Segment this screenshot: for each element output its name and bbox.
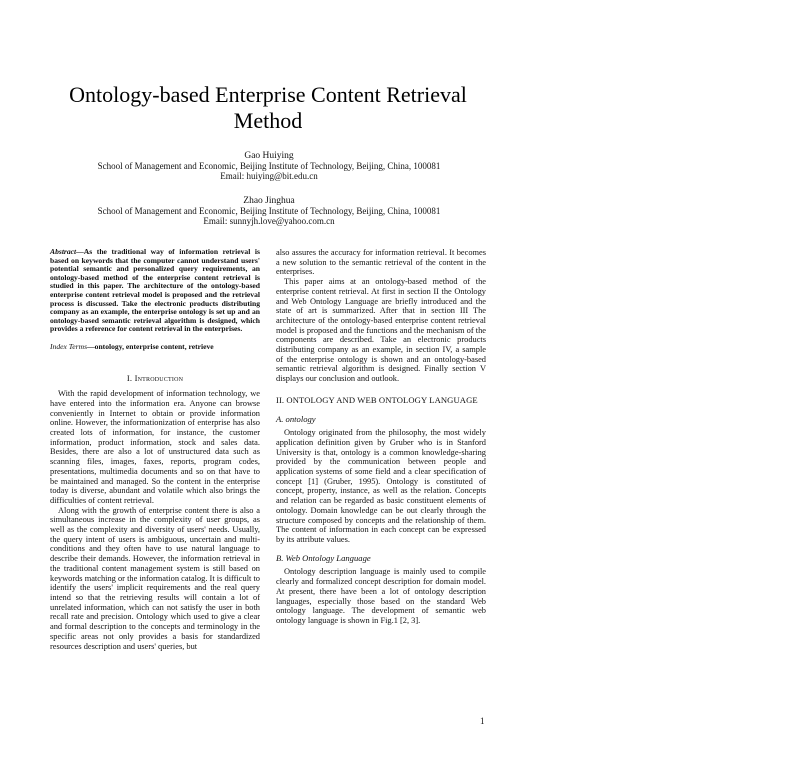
- author-block-1: [60, 151, 478, 181]
- subsection-heading-b: B. Web Ontology Language: [276, 552, 371, 563]
- paragraph: Ontology originated from the philosophy, the most widely application definition given by Gruber who is in Stanford University is that, ontology is a common knowledge-sharing provided by the communication between people and application systems of some field and a clear specification of concept [1] (Gruber, 1995). Ontology is constituted of concept, property, instance, as well as the relation. Concepts and relation can be regarded as basic constituent elements of ontology. Domain knowledge can be out clearly through the structure composed by concepts and the relationship of them. The content of information in each concept can be expressed by its attribute values.: [276, 428, 486, 544]
- author-affiliation: School of Management and Economic, Beijing Institute of Technology, Beijing, China, 100081: [97, 161, 441, 171]
- author-email: Email: huiying@bit.edu.cn: [220, 171, 318, 181]
- paragraph: Along with the growth of enterprise content there is also a simultaneous increase in the complexity of user groups, as well as the complexity and diversity of users' needs. Usually, the query intent of users is ambiguous, uncertain and multi-conditions and they often have to use natural language to describe their demands. However, the information retrieval in the traditional content management system is still based on keywords matching or the information catalog. It is difficult to identify the users' implicit requirements and the real query intend so that the retrieving results will contain a lot of unrelated information, which can not satisfy the user in both recall rate and precision. Ontology which used to give a clear and formal description to the concepts and terminology in the specific areas not only provides a basis for standardized resources description and users' queries, but: [50, 505, 260, 651]
- section-heading-ontology: II. ONTOLOGY AND WEB ONTOLOGY LANGUAGE: [276, 394, 478, 405]
- abstract-text: —As the traditional way of information retrieval is based on keywords that the computer cannot understand users' potential semantic and personalized query requirements, an ontology-based method of the enterprise content retrieval is studied in this paper. The architecture of the ontology-based enterprise content retrieval model is proposed and the retrieval process is discussed. Take the electronic products distributing company as an example, the enterprise ontology is set up and an ontology-based semantic retrieval algorithm is designed, which provides a reference for content retrieval in the enterprises.: [50, 247, 260, 334]
- paragraph: Ontology description language is mainly used to compile clearly and formalized concept description for domain model. At present, there have been a lot of ontology description languages, especially those based on the standard Web ontology language. The development of semantic web ontology language is shown in Fig.1 [2, 3].: [276, 567, 486, 625]
- right-column: [276, 248, 486, 626]
- paragraph: With the rapid development of information technology, we have entered into the information era. Anyone can browse conveniently in Internet to obtain or provide information online. However, the informationization of enterprise has also created lots of information, for instance, the customer information, product information, stock and sales data. Besides, there are also a lot of unstructured data such as scanning files, images, faxes, reports, program codes, presentations, multimedia documents and so on that have to be maintained and managed. So the content in the enterprise today is diverse, abundant and volatile which also brings the difficulties of content retrieval.: [50, 389, 260, 505]
- author-name: Gao Huiying: [244, 151, 294, 161]
- author-name: Zhao Jinghua: [243, 196, 295, 206]
- abstract: [50, 248, 260, 334]
- index-terms: [50, 343, 260, 352]
- left-column: [50, 248, 260, 651]
- author-block-2: [60, 196, 478, 226]
- author-affiliation: School of Management and Economic, Beijing Institute of Technology, Beijing, China, 100081: [97, 206, 441, 216]
- index-terms-text: —ontology, enterprise content, retrieve: [87, 341, 214, 351]
- subsection-heading-a: A. ontology: [276, 413, 316, 424]
- paragraph: This paper aims at an ontology-based method of the enterprise content retrieval. At first in section II the Ontology and Web Ontology Language are briefly introduced and the state of art is summarized. After that in section III The architecture of the ontology-based enterprise content retrieval model is proposed and the functions and the mechanism of the components are described. Take an electronic products distributing company as an example, in section IV, a sample of the enterprise ontology is shown and an ontology-based semantic retrieval algorithm is designed. Finally section V displays our conclusion and outlook.: [276, 277, 486, 384]
- paragraph: also assures the accuracy for information retrieval. It becomes a new solution to the semantic retrieval of the content in the enterprises.: [276, 248, 486, 277]
- abstract-label: Abstract: [50, 247, 77, 256]
- paper-title: Ontology-based Enterprise Content Retrieval Method: [69, 82, 467, 133]
- index-terms-label: Index Terms: [50, 341, 88, 351]
- page-number: 1: [480, 716, 485, 726]
- author-email: Email: sunnyjh.love@yahoo.com.cn: [203, 216, 335, 226]
- section-heading-introduction: I. Introduction: [126, 372, 184, 383]
